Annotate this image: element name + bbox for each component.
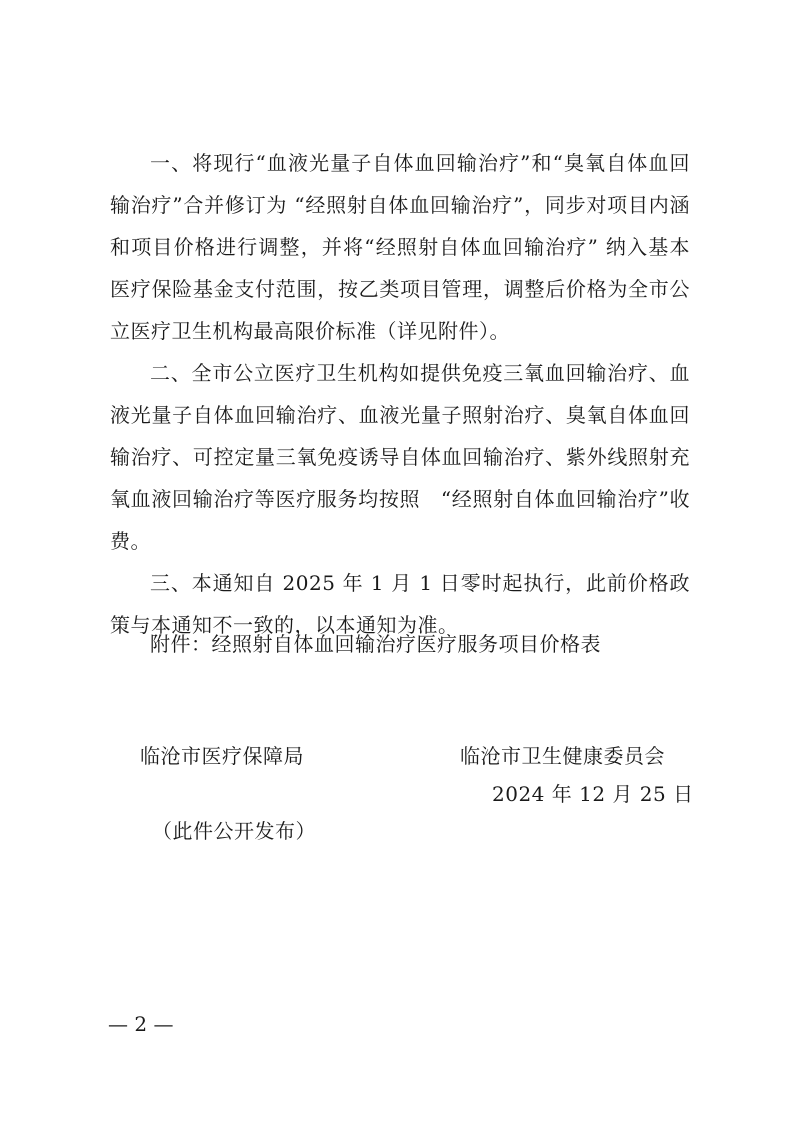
signature-left-org: 临沧市医疗保障局: [140, 744, 304, 768]
paragraph-2: 二、全市公立医疗卫生机构如提供免疫三氧血回输治疗、血液光量子自体血回输治疗、血液光量子照射治疗、臭氧自体血回输治疗、可控定量三氧免疫诱导自体血回输治疗、紫外线照射充氧血液回输治疗等医疗服务均按照 “经照射自体血回输治疗”收费。: [110, 361, 690, 553]
page-number: — 2 —: [108, 1012, 174, 1036]
public-release-note: （此件公开发布）: [152, 819, 316, 843]
attachment-line: 附件：经照射自体血回输治疗医疗服务项目价格表: [150, 632, 601, 656]
paragraph-1: 一、将现行“血液光量子自体血回输治疗”和“臭氧自体血回输治疗”合并修订为 “经照射自体血回输治疗”，同步对项目内涵和项目价格进行调整，并将“经照射自体血回输治疗” 纳入基本医疗保险基金支付范围，按乙类项目管理，调整后价格为全市公立医疗卫生机构最高限价标准（详见附件）。: [110, 151, 690, 343]
signature-date: 2024 年 12 月 25 日: [492, 782, 694, 806]
signature-right-org: 临沧市卫生健康委员会: [460, 744, 665, 768]
document-body: [110, 142, 690, 646]
paragraph-3: 三、本通知自 2025 年 1 月 1 日零时起执行，此前价格政策与本通知不一致的，以本通知为准。: [110, 571, 690, 637]
